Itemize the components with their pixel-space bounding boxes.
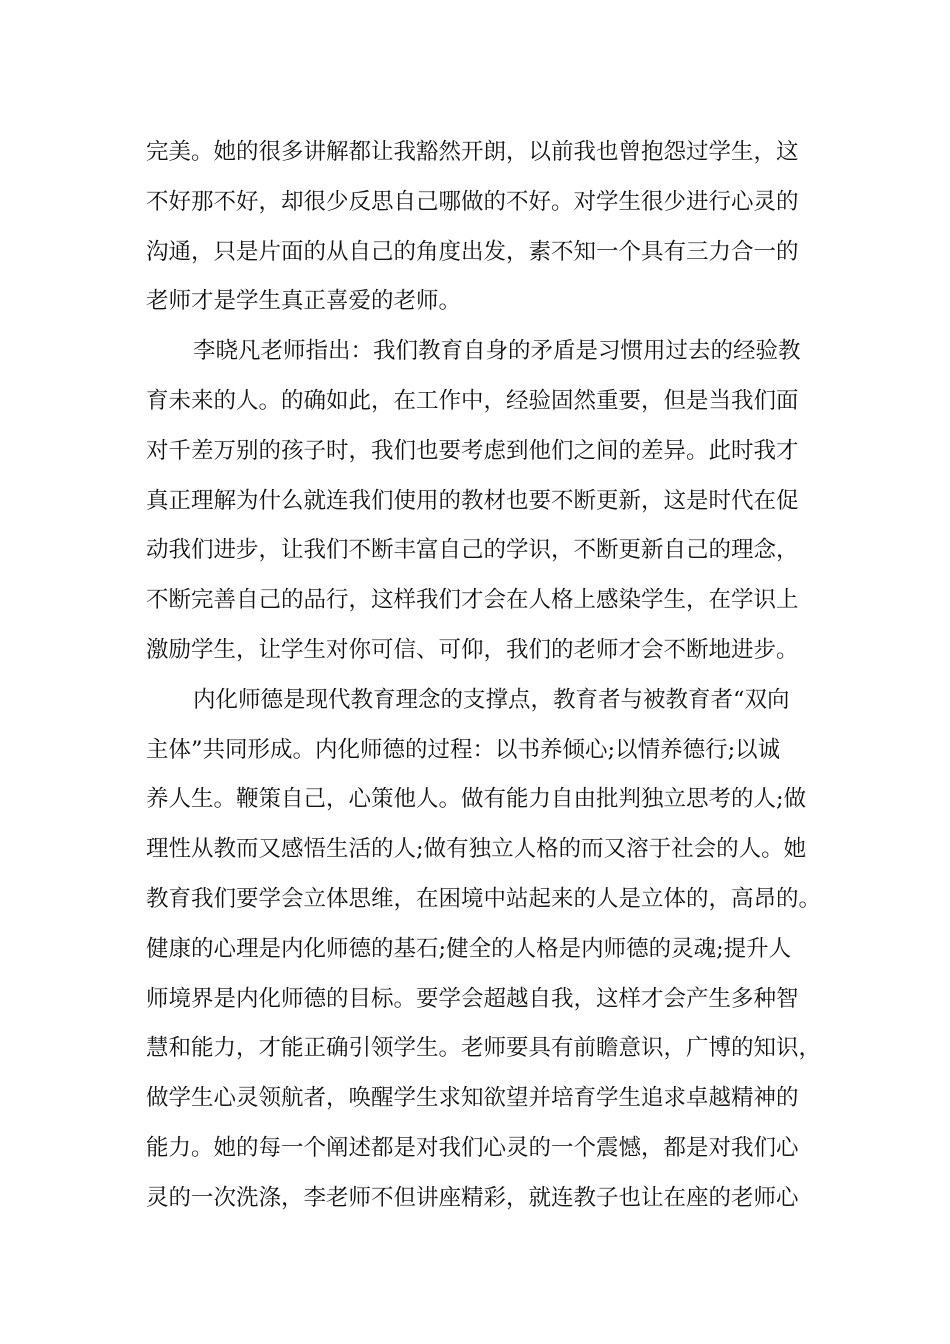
text-line: 教育我们要学会立体思维，在困境中站起来的人是立体的，高昂的。 xyxy=(146,885,822,912)
text-line: 理性从教而又感悟生活的人;做有独立人格的而又溶于社会的人。她 xyxy=(146,836,807,863)
text-line: 老师才是学生真正喜爱的老师。 xyxy=(146,288,462,315)
text-line: 不断完善自己的品行，这样我们才会在人格上感染学生，在学识上 xyxy=(146,587,799,614)
text-line: 养人生。鞭策自己，心策他人。做有能力自由批判独立思考的人;做 xyxy=(146,786,807,813)
text-line: 健康的心理是内化师德的基石;健全的人格是内师德的灵魂;提升人 xyxy=(146,935,792,962)
text-line: 能力。她的每一个阐述都是对我们心灵的一个震憾，都是对我们心 xyxy=(146,1134,799,1161)
text-line: 灵的一次洗涤，李老师不但讲座精彩，就连教子也让在座的老师心 xyxy=(146,1184,799,1211)
text-line: 动我们进步，让我们不断丰富自己的学识，不断更新自己的理念， xyxy=(146,537,799,564)
paragraph-start-line: 内化师德是现代教育理念的支撑点，教育者与被教育者“双向 xyxy=(193,686,790,713)
text-line: 完美。她的很多讲解都让我豁然开朗，以前我也曾抱怨过学生，这 xyxy=(146,139,799,165)
text-line: 主体”共同形成。内化师德的过程：以书养倾心;以情养德行;以诚 xyxy=(146,736,781,763)
text-line: 对千差万别的孩子时，我们也要考虑到他们之间的差异。此时我才 xyxy=(146,437,799,464)
text-line: 沟通，只是片面的从自己的角度出发，素不知一个具有三力合一的 xyxy=(146,238,799,265)
paragraph-start-line: 李晓凡老师指出：我们教育自身的矛盾是习惯用过去的经验教 xyxy=(193,338,801,365)
text-line: 不好那不好，却很少反思自己哪做的不好。对学生很少进行心灵的 xyxy=(146,188,799,215)
text-line: 育未来的人。的确如此，在工作中，经验固然重要，但是当我们面 xyxy=(146,387,799,414)
text-line: 师境界是内化师德的目标。要学会超越自我，这样才会产生多种智 xyxy=(146,985,799,1012)
body-text xyxy=(146,128,826,1224)
text-line: 慧和能力，才能正确引领学生。老师要具有前瞻意识，广博的知识， xyxy=(146,1035,822,1062)
text-line: 激励学生，让学生对你可信、可仰，我们的老师才会不断地进步。 xyxy=(146,636,799,663)
text-line: 真正理解为什么就连我们使用的教材也要不断更新，这是时代在促 xyxy=(146,487,799,514)
text-line: 做学生心灵领航者，唤醒学生求知欲望并培育学生追求卓越精神的 xyxy=(146,1085,799,1112)
